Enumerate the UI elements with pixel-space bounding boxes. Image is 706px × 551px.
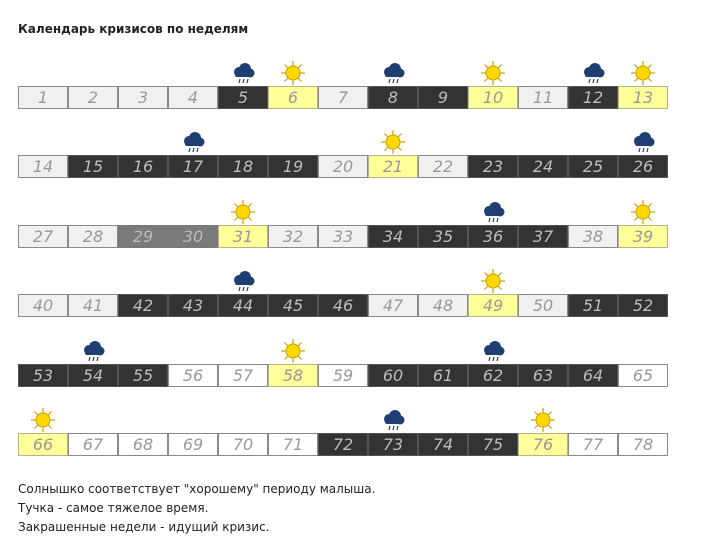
week-cell	[18, 86, 68, 109]
week-cell	[468, 433, 518, 456]
week-cell	[368, 86, 418, 109]
week-cell	[68, 86, 118, 109]
week-number: 68	[132, 435, 154, 454]
week-number: 64	[582, 366, 604, 385]
week-cell	[618, 364, 668, 387]
week-number: 41	[82, 296, 104, 315]
week-number: 44	[232, 296, 254, 315]
week-cell	[118, 155, 168, 178]
week-cell	[318, 433, 368, 456]
sun-icon	[30, 407, 56, 433]
week-number: 77	[582, 435, 604, 454]
week-number: 67	[82, 435, 104, 454]
week-cell	[268, 86, 318, 109]
week-cell	[18, 433, 68, 456]
week-number: 5	[237, 88, 249, 107]
week-cell	[418, 225, 468, 248]
week-cell	[168, 294, 218, 317]
week-number: 61	[432, 366, 454, 385]
week-number: 55	[132, 366, 154, 385]
week-number: 43	[182, 296, 204, 315]
week-number: 53	[32, 366, 54, 385]
week-number: 70	[232, 435, 254, 454]
week-cell	[568, 433, 618, 456]
week-cell	[568, 86, 618, 109]
week-cell	[268, 294, 318, 317]
calendar-row	[18, 433, 668, 458]
week-cell	[168, 364, 218, 387]
week-cell	[618, 294, 668, 317]
week-number: 16	[132, 157, 154, 176]
week-cell	[68, 364, 118, 387]
week-number: 76	[532, 435, 554, 454]
week-number: 25	[582, 157, 604, 176]
cloud-icon	[80, 338, 106, 364]
week-cell	[18, 294, 68, 317]
week-number: 14	[32, 157, 54, 176]
week-cell	[168, 225, 218, 248]
week-number: 63	[532, 366, 554, 385]
week-number: 75	[482, 435, 504, 454]
week-number: 50	[532, 296, 554, 315]
week-number: 57	[232, 366, 254, 385]
sun-icon	[230, 199, 256, 225]
week-cell	[418, 155, 468, 178]
week-cell	[118, 364, 168, 387]
week-number: 1	[37, 88, 49, 107]
week-number: 31	[232, 227, 254, 246]
week-cell	[618, 86, 668, 109]
week-cell	[518, 364, 568, 387]
week-number: 34	[382, 227, 404, 246]
week-number: 72	[332, 435, 354, 454]
week-cell	[368, 433, 418, 456]
week-cell	[68, 225, 118, 248]
week-number: 13	[632, 88, 654, 107]
week-cell	[118, 86, 168, 109]
calendar-row	[18, 155, 668, 180]
week-cell	[68, 294, 118, 317]
week-number: 19	[282, 157, 304, 176]
week-cell	[618, 433, 668, 456]
week-number: 22	[432, 157, 454, 176]
week-number: 10	[482, 88, 504, 107]
page-title: Календарь кризисов по неделям	[18, 22, 249, 36]
sun-icon	[280, 338, 306, 364]
week-cell	[168, 155, 218, 178]
week-number: 49	[482, 296, 504, 315]
cloud-icon	[180, 129, 206, 155]
week-number: 47	[382, 296, 404, 315]
cloud-icon	[580, 60, 606, 86]
calendar-row	[18, 364, 668, 389]
week-cell	[518, 294, 568, 317]
sun-icon	[530, 407, 556, 433]
week-cell	[318, 225, 368, 248]
sun-icon	[480, 268, 506, 294]
week-cell	[118, 433, 168, 456]
week-cell	[118, 294, 168, 317]
week-cell	[468, 364, 518, 387]
legend-shaded: Закрашенные недели - идущий кризис.	[18, 520, 270, 534]
week-number: 66	[32, 435, 54, 454]
week-number: 56	[182, 366, 204, 385]
cloud-icon	[230, 60, 256, 86]
week-number: 18	[232, 157, 254, 176]
week-number: 59	[332, 366, 354, 385]
week-number: 65	[632, 366, 654, 385]
week-number: 12	[582, 88, 604, 107]
week-cell	[568, 225, 618, 248]
calendar-row	[18, 294, 668, 319]
week-cell	[268, 433, 318, 456]
cloud-icon	[380, 407, 406, 433]
week-number: 38	[582, 227, 604, 246]
week-number: 40	[32, 296, 54, 315]
week-cell	[518, 86, 568, 109]
week-cell	[318, 155, 368, 178]
week-number: 27	[32, 227, 54, 246]
week-cell	[418, 86, 468, 109]
week-cell	[618, 155, 668, 178]
week-number: 69	[182, 435, 204, 454]
week-number: 71	[282, 435, 304, 454]
week-number: 46	[332, 296, 354, 315]
week-cell	[618, 225, 668, 248]
week-cell	[18, 225, 68, 248]
week-cell	[418, 433, 468, 456]
week-cell	[568, 294, 618, 317]
legend-sun: Солнышко соответствует "хорошему" периоду малыша.	[18, 482, 376, 496]
week-number: 35	[432, 227, 454, 246]
week-cell	[218, 86, 268, 109]
week-cell	[468, 86, 518, 109]
week-number: 54	[82, 366, 104, 385]
cloud-icon	[230, 268, 256, 294]
week-cell	[318, 86, 368, 109]
cloud-icon	[630, 129, 656, 155]
week-number: 36	[482, 227, 504, 246]
week-number: 32	[282, 227, 304, 246]
sun-icon	[380, 129, 406, 155]
week-cell	[168, 86, 218, 109]
week-number: 15	[82, 157, 104, 176]
sun-icon	[630, 60, 656, 86]
week-cell	[218, 433, 268, 456]
week-number: 74	[432, 435, 454, 454]
week-number: 6	[287, 88, 299, 107]
week-number: 33	[332, 227, 354, 246]
week-cell	[68, 155, 118, 178]
week-cell	[368, 225, 418, 248]
week-cell	[368, 155, 418, 178]
week-cell	[118, 225, 168, 248]
week-number: 62	[482, 366, 504, 385]
week-cell	[218, 364, 268, 387]
week-number: 60	[382, 366, 404, 385]
week-number: 9	[437, 88, 449, 107]
week-number: 3	[137, 88, 149, 107]
week-cell	[318, 294, 368, 317]
sun-icon	[480, 60, 506, 86]
week-number: 4	[187, 88, 199, 107]
week-cell	[568, 364, 618, 387]
week-number: 28	[82, 227, 104, 246]
cloud-icon	[480, 199, 506, 225]
week-number: 24	[532, 157, 554, 176]
week-cell	[68, 433, 118, 456]
week-number: 52	[632, 296, 654, 315]
sun-icon	[630, 199, 656, 225]
week-number: 58	[282, 366, 304, 385]
week-cell	[368, 294, 418, 317]
week-number: 73	[382, 435, 404, 454]
week-cell	[418, 294, 468, 317]
week-number: 51	[582, 296, 604, 315]
week-number: 17	[182, 157, 204, 176]
week-cell	[218, 294, 268, 317]
week-number: 11	[532, 88, 554, 107]
week-number: 8	[387, 88, 399, 107]
calendar-row	[18, 86, 668, 111]
week-cell	[468, 294, 518, 317]
week-number: 48	[432, 296, 454, 315]
week-cell	[468, 225, 518, 248]
sun-icon	[280, 60, 306, 86]
week-number: 2	[87, 88, 99, 107]
week-number: 20	[332, 157, 354, 176]
week-cell	[18, 155, 68, 178]
week-cell	[518, 225, 568, 248]
week-cell	[368, 364, 418, 387]
cloud-icon	[480, 338, 506, 364]
legend-cloud: Тучка - самое тяжелое время.	[18, 501, 209, 515]
week-number: 45	[282, 296, 304, 315]
week-cell	[468, 155, 518, 178]
week-cell	[218, 225, 268, 248]
week-cell	[568, 155, 618, 178]
week-cell	[168, 433, 218, 456]
week-cell	[518, 433, 568, 456]
week-number: 37	[532, 227, 554, 246]
week-cell	[268, 364, 318, 387]
week-number: 23	[482, 157, 504, 176]
week-number: 7	[337, 88, 349, 107]
week-number: 26	[632, 157, 654, 176]
cloud-icon	[380, 60, 406, 86]
week-cell	[518, 155, 568, 178]
week-number: 78	[632, 435, 654, 454]
week-number: 29	[132, 227, 154, 246]
week-number: 39	[632, 227, 654, 246]
week-cell	[18, 364, 68, 387]
week-cell	[268, 155, 318, 178]
week-cell	[418, 364, 468, 387]
week-number: 30	[182, 227, 204, 246]
week-cell	[268, 225, 318, 248]
week-cell	[318, 364, 368, 387]
week-number: 42	[132, 296, 154, 315]
calendar-row	[18, 225, 668, 250]
week-number: 21	[382, 157, 404, 176]
week-cell	[218, 155, 268, 178]
